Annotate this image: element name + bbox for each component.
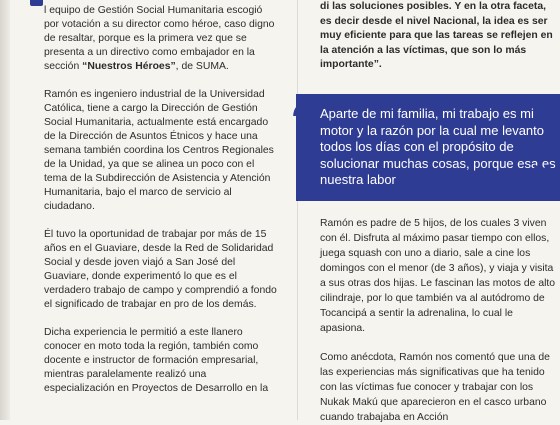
family-paragraph: Ramón es padre de 5 hijos, de los cuales 3 viven con él. Disfruta al máximo pasar tiempo con ellos, juega squash con uno a diario, sale a cine los domingos con el menor (de 3 años), y viaja y visita a sus otras dos hijas. Le fascinan las motos de alto cilindraje, por lo que también va al autódromo de Tocancipá a sentir la adrenalina, lo cual le apasiona. bbox=[320, 218, 556, 334]
intro-text: l equipo de Gestión Social Humanitaria escogió por votación a su director como héroe, caso digno de resaltar, porque es la primera vez que se presenta a un directivo como embajador en la sección bbox=[44, 5, 275, 72]
anecdote-paragraph: Como anécdota, Ramón nos comentó que una de las experiencias más significativas que ha tenido con las víctimas fue conocer y trabajar con los Nukak Makú que aparecieron en el casco urbano cuando trabajaba en Acción bbox=[320, 352, 550, 423]
page-margin-shade bbox=[0, 0, 10, 420]
section-name-highlight: “Nuestros Héroes” bbox=[82, 61, 176, 72]
open-quote-mark-icon: “ bbox=[290, 94, 317, 148]
right-lower-text bbox=[320, 216, 556, 425]
pull-quote-box bbox=[296, 94, 560, 201]
intro-text-end: , de SUMA. bbox=[175, 61, 229, 72]
experience-paragraph: Dicha experiencia le permitió a este llanero conocer en moto toda la región, también como docente e instructor de formación empresarial, mientras paralelamente realizó una especialización en Proyectos de Desarrollo en la bbox=[44, 327, 269, 394]
pull-quote-text: Aparte de mi familia, mi trabajo es mi motor y la razón por la cual me levanto todos los días con el propósito de solucionar muchas cosas, porque esa es nuestra labor bbox=[320, 106, 556, 188]
close-quote-mark-icon: ” bbox=[528, 156, 555, 210]
drop-cap-e bbox=[30, 0, 43, 6]
profile-paragraph: Ramón es ingeniero industrial de la Universidad Católica, tiene a cargo la Dirección de Gestión Social Humanitaria, actualmente está encargado de la Dirección de Asuntos Étnicos y hace una semana también coordina los Centros Regionales de la Unidad, ya que se alinea un poco con el tema de la Subdirección de Asistencia y Atención Humanitaria, bajo el marco de servicio al ciudadano. bbox=[44, 89, 274, 212]
left-column bbox=[44, 0, 278, 396]
closing-quote-text: di las soluciones posibles. Y en la otra faceta, es decir desde el nivel Nacional, la idea es ser muy eficiente para que las tareas se reflejen en la atención a las víctimas, que son lo más importante”. bbox=[320, 1, 553, 70]
intro-paragraph bbox=[44, 4, 278, 74]
column-divider bbox=[297, 0, 298, 420]
guaviare-paragraph: Él tuvo la oportunidad de trabajar por más de 15 años en el Guaviare, desde la Red de Solidaridad Social y desde joven viajó a San José del Guaviare, donde experimentó lo que es el verdadero trabajo de campo y comprendió a fondo el significado de trabajar en pro de los demás. bbox=[44, 229, 277, 310]
